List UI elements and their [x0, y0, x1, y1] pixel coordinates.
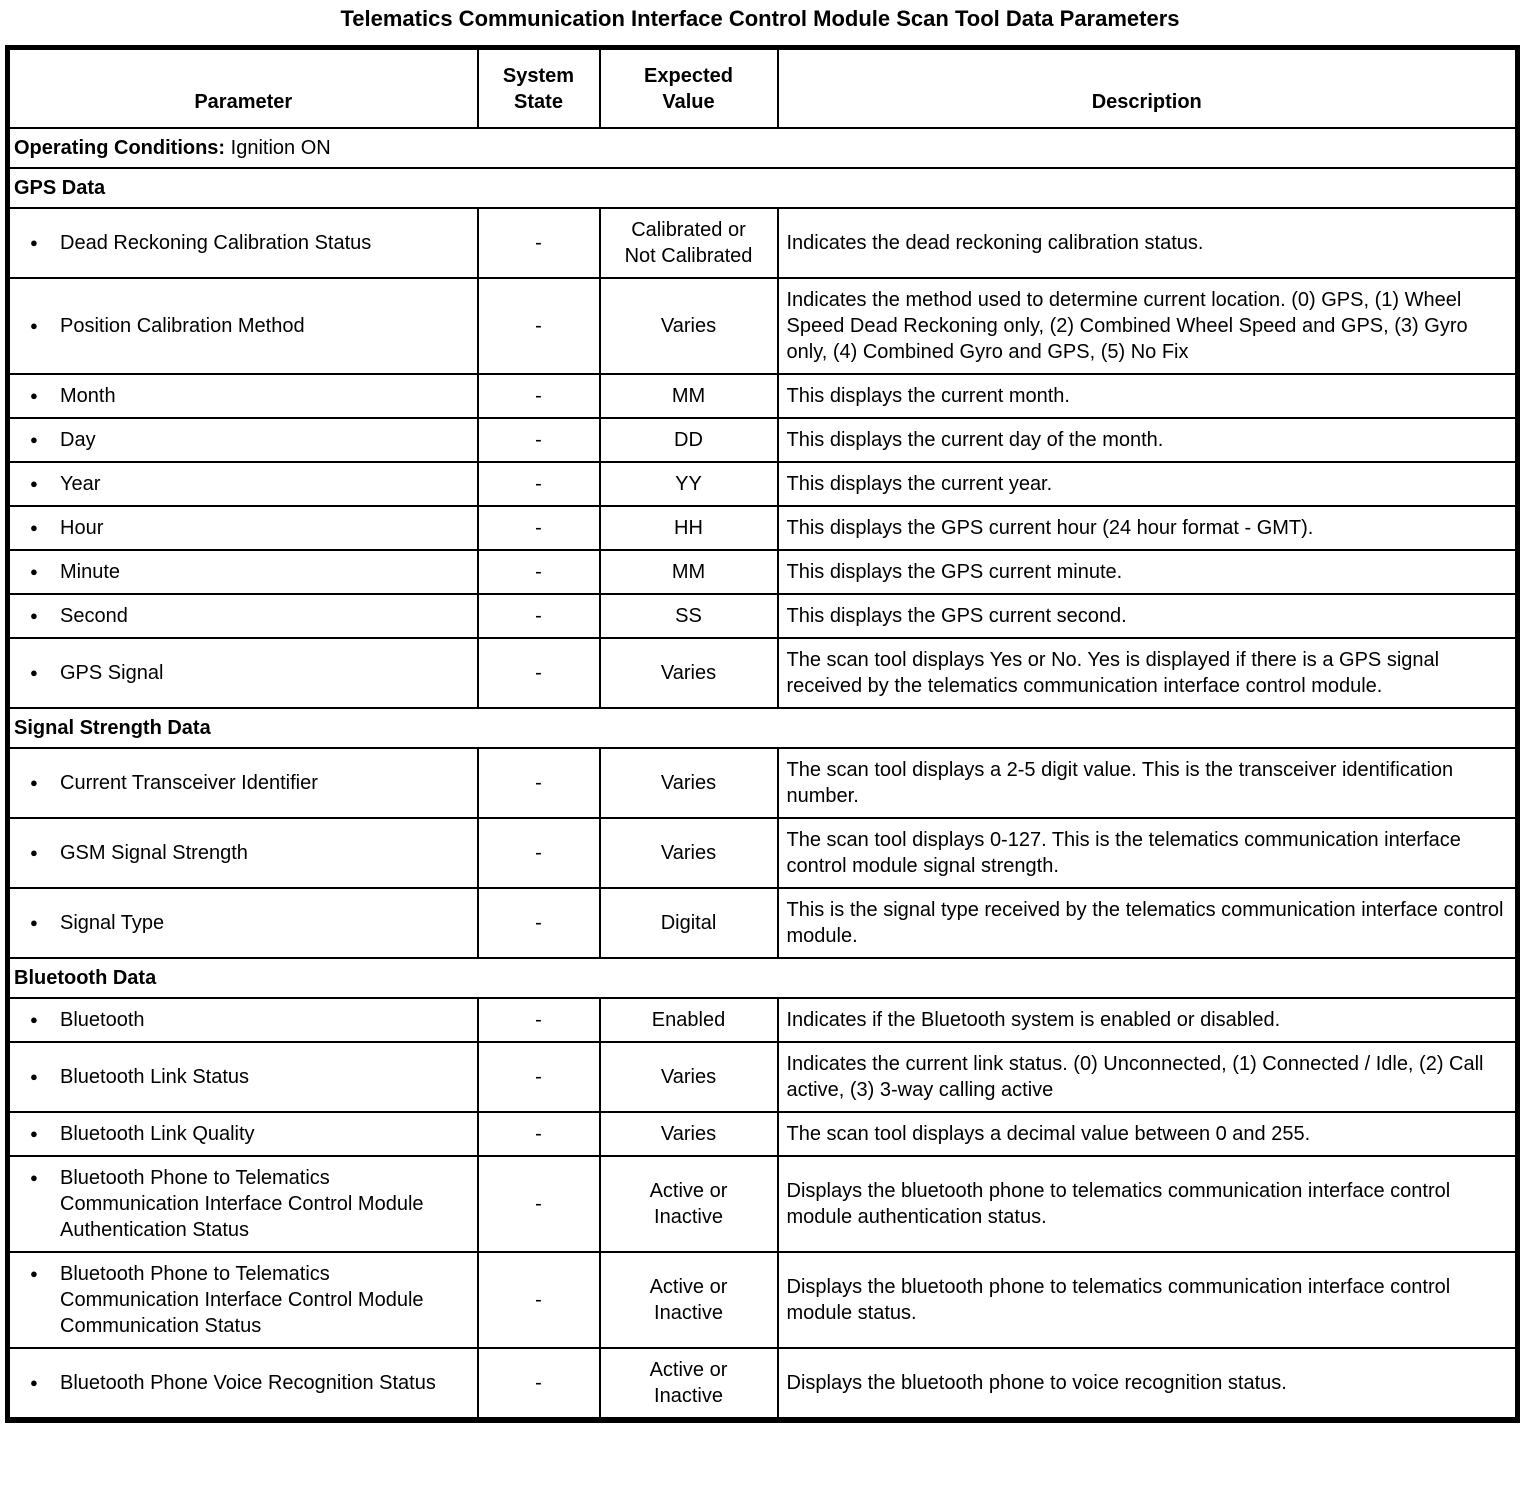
- system-state-cell: -: [478, 1252, 600, 1348]
- parameter-label: Year: [60, 472, 101, 495]
- expected-value-cell: [600, 1348, 778, 1420]
- expected-value-cell: [600, 418, 778, 462]
- table-row: [8, 638, 1518, 708]
- parameter-cell: [8, 1252, 478, 1348]
- parameter-label: Signal Type: [60, 911, 165, 934]
- parameter-label: Month: [60, 384, 116, 407]
- system-state-cell: -: [478, 1156, 600, 1252]
- description-cell: This displays the GPS current second.: [778, 594, 1518, 638]
- table-row: [8, 888, 1518, 958]
- system-state-cell: -: [478, 638, 600, 708]
- system-state-cell: -: [478, 506, 600, 550]
- parameter-cell: [8, 888, 478, 958]
- parameter-label: Bluetooth Phone Voice Recognition Status: [60, 1371, 436, 1394]
- table-row: [8, 278, 1518, 374]
- expected-value-label: Calibrated or Not Calibrated: [624, 218, 753, 267]
- description-cell: This displays the GPS current minute.: [778, 550, 1518, 594]
- parameter-label: Bluetooth Link Status: [60, 1065, 250, 1088]
- system-state-cell: -: [478, 998, 600, 1042]
- column-header-description-label: Description: [1091, 90, 1202, 113]
- system-state-cell: -: [478, 208, 600, 278]
- parameter-label: GSM Signal Strength: [60, 841, 248, 864]
- description-cell: This displays the current month.: [778, 374, 1518, 418]
- expected-value-cell: [600, 1252, 778, 1348]
- expected-value-cell: [600, 506, 778, 550]
- expected-value-cell: [600, 1112, 778, 1156]
- parameters-table: [5, 45, 1520, 1423]
- expected-value-cell: [600, 1156, 778, 1252]
- section-title: Bluetooth Data: [8, 958, 1518, 998]
- expected-value-label: Varies: [660, 661, 717, 684]
- table-header: [8, 48, 1518, 128]
- operating-conditions-value: Ignition ON: [230, 136, 331, 159]
- description-cell: This displays the GPS current hour (24 hour format - GMT).: [778, 506, 1518, 550]
- section-title: Signal Strength Data: [8, 708, 1518, 748]
- description-cell: Displays the bluetooth phone to telematics communication interface control module status.: [778, 1252, 1518, 1348]
- expected-value-cell: [600, 998, 778, 1042]
- bullet-icon: ●: [30, 475, 38, 491]
- bullet-icon: ●: [30, 1068, 38, 1084]
- expected-value-cell: [600, 550, 778, 594]
- parameter-cell: [8, 818, 478, 888]
- column-header-parameter-label: Parameter: [194, 90, 293, 113]
- parameter-label: Bluetooth Phone to Telematics Communication Interface Control Module Communication Status: [60, 1262, 424, 1337]
- expected-value-cell: [600, 208, 778, 278]
- expected-value-label: Varies: [660, 314, 717, 337]
- expected-value-label: HH: [674, 516, 703, 539]
- description-cell: This displays the current day of the month.: [778, 418, 1518, 462]
- parameter-cell: [8, 1156, 478, 1252]
- system-state-cell: -: [478, 418, 600, 462]
- bullet-icon: ●: [30, 914, 38, 930]
- parameter-label: Second: [60, 604, 128, 627]
- table-row: [8, 506, 1518, 550]
- description-cell: The scan tool displays Yes or No. Yes is displayed if there is a GPS signal received by the telematics communication interface control module.: [778, 638, 1518, 708]
- system-state-cell: -: [478, 594, 600, 638]
- column-header-system-state-label: System State: [502, 64, 575, 113]
- expected-value-label: Active or Inactive: [649, 1358, 728, 1407]
- parameter-label: Hour: [60, 516, 104, 539]
- system-state-cell: -: [478, 278, 600, 374]
- description-cell: Indicates the dead reckoning calibration status.: [778, 208, 1518, 278]
- parameter-cell: [8, 1348, 478, 1420]
- bullet-icon: ●: [30, 317, 38, 333]
- bullet-icon: ●: [30, 844, 38, 860]
- system-state-cell: -: [478, 1042, 600, 1112]
- bullet-icon: ●: [30, 607, 38, 623]
- expected-value-cell: [600, 1042, 778, 1112]
- parameter-label: Current Transceiver Identifier: [60, 771, 318, 794]
- parameter-cell: [8, 418, 478, 462]
- table-header-row: [8, 48, 1518, 128]
- parameter-cell: [8, 278, 478, 374]
- operating-conditions-label: Operating Conditions:: [14, 136, 226, 159]
- parameter-label: Dead Reckoning Calibration Status: [60, 231, 372, 254]
- table-row: [8, 818, 1518, 888]
- expected-value-label: Enabled: [651, 1008, 726, 1031]
- parameter-cell: [8, 638, 478, 708]
- parameter-cell: [8, 374, 478, 418]
- table-body: [8, 128, 1518, 1420]
- column-header-expected-value-label: Expected Value: [644, 64, 733, 113]
- table-row: [8, 1112, 1518, 1156]
- parameter-label: Position Calibration Method: [60, 314, 305, 337]
- system-state-cell: -: [478, 462, 600, 506]
- parameter-cell: [8, 462, 478, 506]
- table-row: [8, 594, 1518, 638]
- bullet-icon: ●: [30, 1265, 38, 1281]
- table-row: [8, 1252, 1518, 1348]
- table-row: [8, 1156, 1518, 1252]
- operating-conditions-row: [8, 128, 1518, 168]
- bullet-icon: ●: [30, 431, 38, 447]
- expected-value-cell: [600, 818, 778, 888]
- description-cell: This displays the current year.: [778, 462, 1518, 506]
- system-state-cell: -: [478, 748, 600, 818]
- description-cell: This is the signal type received by the telematics communication interface control module.: [778, 888, 1518, 958]
- parameter-cell: [8, 594, 478, 638]
- system-state-cell: -: [478, 374, 600, 418]
- expected-value-cell: [600, 278, 778, 374]
- expected-value-label: YY: [675, 472, 702, 495]
- expected-value-label: DD: [674, 428, 703, 451]
- parameter-label: Minute: [60, 560, 121, 583]
- table-row: [8, 374, 1518, 418]
- expected-value-label: MM: [671, 560, 706, 583]
- parameter-label: Day: [60, 428, 96, 451]
- table-row: [8, 550, 1518, 594]
- bullet-icon: ●: [30, 1169, 38, 1185]
- parameter-cell: [8, 748, 478, 818]
- table-row: [8, 208, 1518, 278]
- column-header-system-state: [478, 48, 600, 128]
- expected-value-cell: [600, 374, 778, 418]
- parameter-cell: [8, 506, 478, 550]
- description-cell: Indicates if the Bluetooth system is enabled or disabled.: [778, 998, 1518, 1042]
- system-state-cell: -: [478, 1348, 600, 1420]
- expected-value-label: Digital: [660, 911, 717, 934]
- system-state-cell: -: [478, 818, 600, 888]
- description-cell: The scan tool displays a 2-5 digit value. This is the transceiver identification number.: [778, 748, 1518, 818]
- parameter-cell: [8, 1112, 478, 1156]
- section-header-row: [8, 168, 1518, 208]
- parameter-cell: [8, 1042, 478, 1112]
- page-title: Telematics Communication Interface Control Module Scan Tool Data Parameters: [340, 6, 1180, 31]
- column-header-expected-value: [600, 48, 778, 128]
- expected-value-cell: [600, 888, 778, 958]
- table-row: [8, 998, 1518, 1042]
- bullet-icon: ●: [30, 1011, 38, 1027]
- expected-value-cell: [600, 638, 778, 708]
- expected-value-label: Varies: [660, 1122, 717, 1145]
- expected-value-label: SS: [675, 604, 702, 627]
- description-cell: Displays the bluetooth phone to telematics communication interface control module authentication status.: [778, 1156, 1518, 1252]
- table-row: [8, 418, 1518, 462]
- description-cell: Indicates the method used to determine current location. (0) GPS, (1) Wheel Speed Dead Reckoning only, (2) Combined Wheel Speed and GPS, (3) Gyro only, (4) Combined Gyro and GPS, (5) No Fix: [778, 278, 1518, 374]
- table-row: [8, 462, 1518, 506]
- parameter-cell: [8, 550, 478, 594]
- description-cell: Indicates the current link status. (0) Unconnected, (1) Connected / Idle, (2) Call active, (3) 3-way calling active: [778, 1042, 1518, 1112]
- parameter-label: Bluetooth: [60, 1008, 145, 1031]
- system-state-cell: -: [478, 550, 600, 594]
- section-title: GPS Data: [8, 168, 1518, 208]
- parameter-cell: [8, 208, 478, 278]
- table-row: [8, 1042, 1518, 1112]
- table-row: [8, 1348, 1518, 1420]
- expected-value-label: Active or Inactive: [649, 1275, 728, 1324]
- expected-value-label: MM: [671, 384, 706, 407]
- system-state-cell: -: [478, 1112, 600, 1156]
- bullet-icon: ●: [30, 387, 38, 403]
- bullet-icon: ●: [30, 1374, 38, 1390]
- bullet-icon: ●: [30, 519, 38, 535]
- expected-value-cell: [600, 748, 778, 818]
- parameter-cell: [8, 998, 478, 1042]
- column-header-description: [778, 48, 1518, 128]
- parameter-label: GPS Signal: [60, 661, 164, 684]
- parameter-label: Bluetooth Phone to Telematics Communication Interface Control Module Authentication Status: [60, 1166, 424, 1241]
- expected-value-label: Varies: [660, 1065, 717, 1088]
- bullet-icon: ●: [30, 664, 38, 680]
- column-header-parameter: [8, 48, 478, 128]
- description-cell: The scan tool displays 0-127. This is the telematics communication interface control module signal strength.: [778, 818, 1518, 888]
- section-header-row: [8, 958, 1518, 998]
- bullet-icon: ●: [30, 774, 38, 790]
- description-cell: Displays the bluetooth phone to voice recognition status.: [778, 1348, 1518, 1420]
- system-state-cell: -: [478, 888, 600, 958]
- table-row: [8, 748, 1518, 818]
- bullet-icon: ●: [30, 234, 38, 250]
- bullet-icon: ●: [30, 563, 38, 579]
- operating-conditions-cell: [8, 128, 1518, 168]
- expected-value-label: Active or Inactive: [649, 1179, 728, 1228]
- description-cell: The scan tool displays a decimal value between 0 and 255.: [778, 1112, 1518, 1156]
- expected-value-label: Varies: [660, 841, 717, 864]
- expected-value-label: Varies: [660, 771, 717, 794]
- expected-value-cell: [600, 594, 778, 638]
- parameter-label: Bluetooth Link Quality: [60, 1122, 255, 1145]
- expected-value-cell: [600, 462, 778, 506]
- section-header-row: [8, 708, 1518, 748]
- bullet-icon: ●: [30, 1125, 38, 1141]
